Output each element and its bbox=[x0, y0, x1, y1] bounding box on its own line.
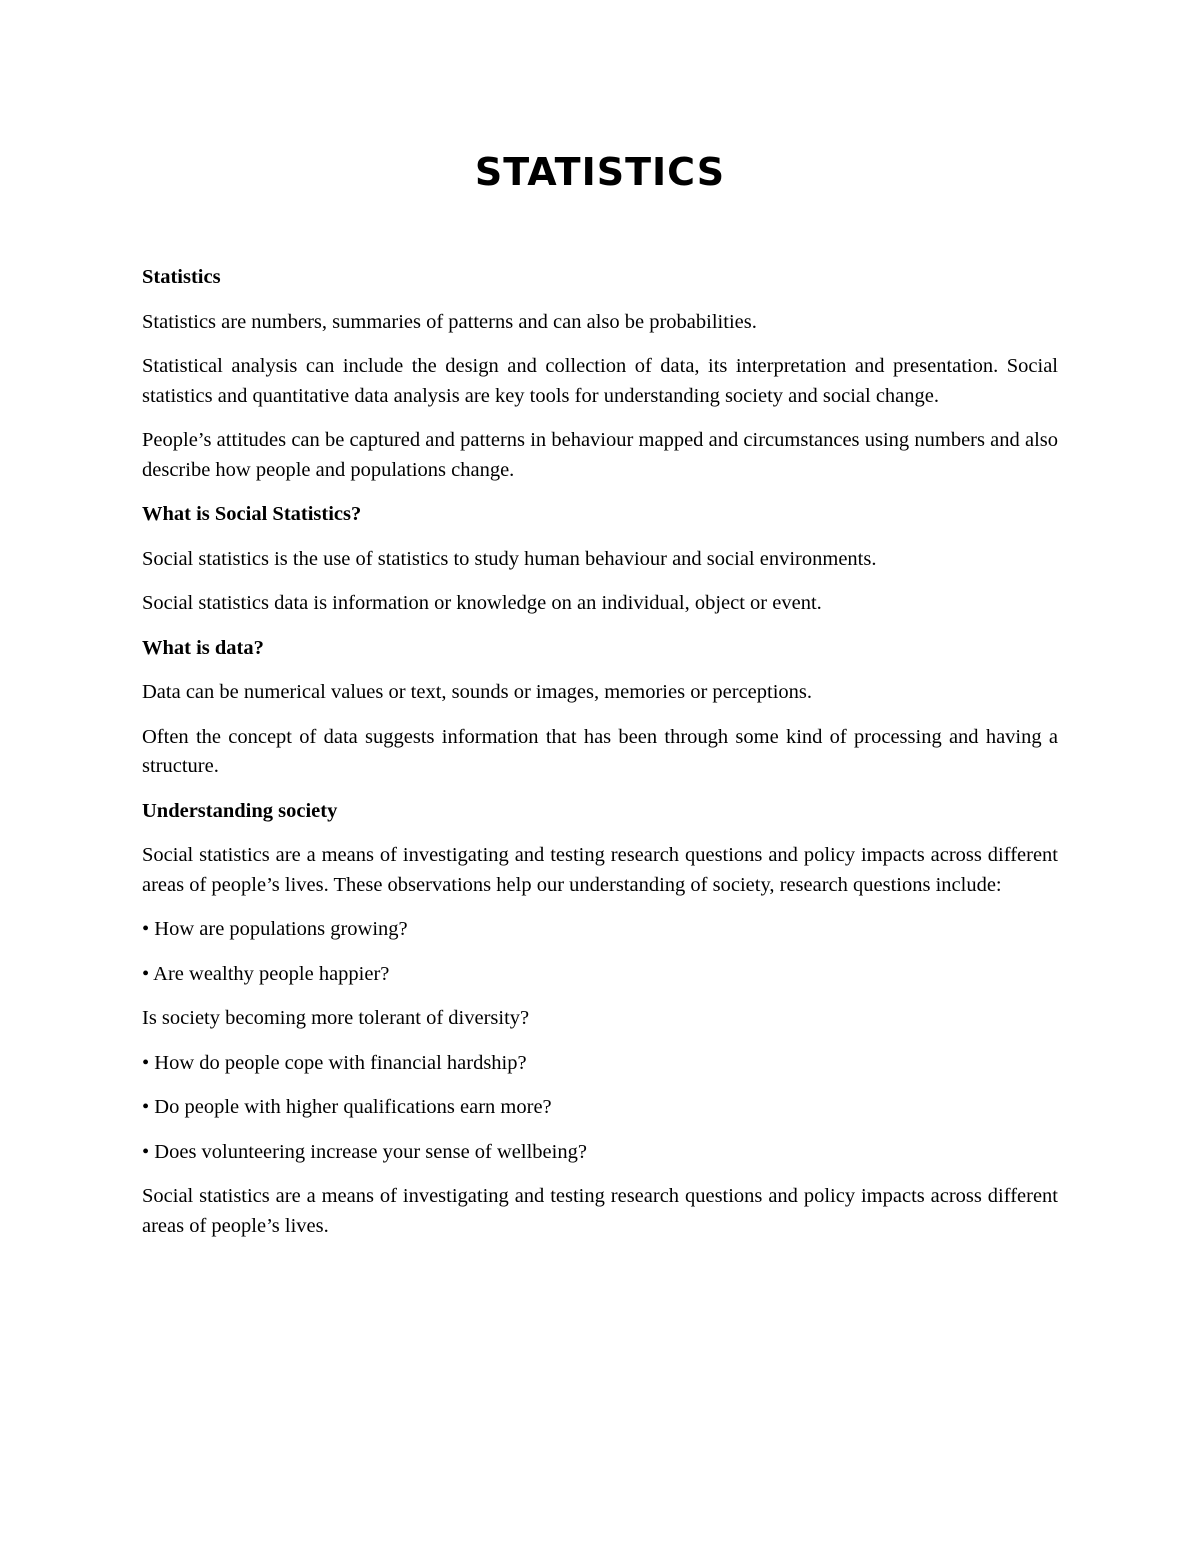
bullet-item: • How are populations growing? bbox=[142, 918, 408, 940]
paragraph: Data can be numerical values or text, sounds or images, memories or perceptions. bbox=[142, 681, 813, 703]
paragraph: Social statistics are a means of investigating and testing research questions and policy impacts across different areas of people’s lives. bbox=[142, 1185, 1058, 1237]
paragraph: Social statistics are a means of investigating and testing research questions and policy impacts across different areas of people’s lives. These observations help our understanding of society, research questions include: bbox=[142, 844, 1058, 896]
section-heading: Statistics bbox=[142, 266, 221, 288]
document-body bbox=[142, 263, 1058, 1256]
paragraph: People’s attitudes can be captured and patterns in behaviour mapped and circumstances using numbers and also describe how people and populations change. bbox=[142, 429, 1058, 481]
paragraph: Social statistics data is information or knowledge on an individual, object or event. bbox=[142, 592, 822, 614]
section-heading: What is data? bbox=[142, 636, 264, 659]
paragraph: Often the concept of data suggests information that has been through some kind of processing and having a structure. bbox=[142, 725, 1058, 777]
paragraph: Social statistics is the use of statistics to study human behaviour and social environments. bbox=[142, 547, 877, 570]
list-item: Is society becoming more tolerant of diversity? bbox=[142, 1007, 530, 1029]
paragraph: Statistical analysis can include the design and collection of data, its interpretation and presentation. Social statistics and quantitative data analysis are key tools for understanding society and social change. bbox=[142, 355, 1058, 407]
paragraph: Statistics are numbers, summaries of patterns and can also be probabilities. bbox=[142, 310, 757, 333]
bullet-item: • Are wealthy people happier? bbox=[142, 962, 390, 985]
bullet-item: • Do people with higher qualifications earn more? bbox=[142, 1096, 552, 1118]
bullet-item: • How do people cope with financial hardship? bbox=[142, 1051, 527, 1074]
section-heading: What is Social Statistics? bbox=[142, 503, 362, 525]
document-title: STATISTICS bbox=[474, 150, 726, 194]
section-heading: Understanding society bbox=[142, 799, 338, 822]
bullet-item: • Does volunteering increase your sense of wellbeing? bbox=[142, 1140, 587, 1163]
